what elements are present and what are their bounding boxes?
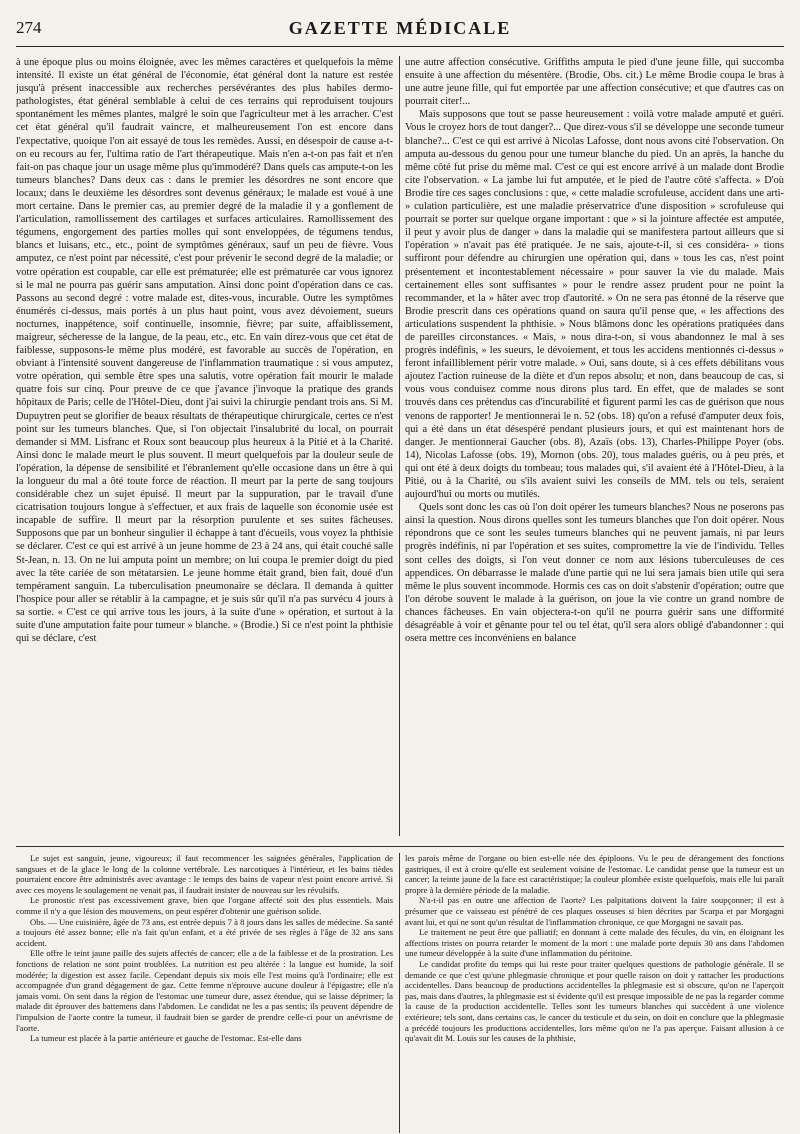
main-article: [16, 56, 784, 836]
paragraph: une autre affection consécutive. Griffiths amputa le pied d'une jeune fille, qui succomba ensuite à une affection du mésentère. (Brodie, Obs. cit.) Le même Brodie coupa le bras à une autre jeune fille, qui fut emportée par une affection consécutive; et que d'autres cas on pourrait citer!...: [405, 57, 784, 108]
paragraph: Le sujet est sanguin, jeune, vigoureux; il faut recommencer les saignées générales, l'application de sangsues et de la glace le long de la colonne vertébrale. Les narcotiques à l'intérieur, et les bains tièdes pourraient encore être administrés avec avantage : le temps des bains de vapeur n'est point encore arrivé. Si avec ces moyens le soulagement ne venait pas, il faudrait insister de nouveau sur les révulsifs.: [16, 853, 393, 895]
paragraph: Le traitement ne peut être que palliatif; en donnant à cette malade des fécules, du vin, en éloignant les affections tristes on pourra retarder le moment de la mort : une malade porte depuis 30 ans dans l'abdomen une tumeur développée à la suite d'une inflammation du péritoine.: [405, 927, 784, 959]
paragraph: N'a-t-il pas en outre une affection de l'aorte? Les palpitations doivent la faire soupçonner; il est à présumer que ce vaisseau est pénétré de ces plaques osseuses si bien décrites par Scarpa et par Morgagni avant lui, et qui ne sont qu'un résultat de l'inflammation chronique, ce que Morgagni ne savait pas.: [405, 895, 784, 927]
column-divider: [399, 853, 400, 1133]
paragraph: à une époque plus ou moins éloignée, avec les mêmes caractères et quelquefois la même intensité. Il existe un état général de l'économie, état général dont la nature est restée jusqu'à présent inaccessible aux recherches persévérantes des plus habiles dermo-pathologistes, état général semblable à celui de ces terrains qui reproduisent toujours spontanément les mêmes plantes, malgré le soin que l'agriculteur met à les arracher. C'est cet état général qu'il faudrait vaincre, et malheureusement l'on est encore dans l'expectative, quoique l'on ait essayé de tous les remèdes. Aussi, en désespoir de cause a-t-on eu recours au fer, l'ultima ratio de l'art thérapeutique. Mais n'en a-t-on pas fait et n'en fait-on pas chaque jour un usage même plus qu'immodéré? Dans quels cas ampute-t-on les tumeurs blanches? Dans deux cas : dans le premier les désordres ne sont encore que locaux; dans le deuxième les désordres sont devenus généraux; le malade est voué à une mort certaine. Dans le premier cas, au premier degré de la maladie il y a gonflement de l'articulation, ramollissement des cartilages et surfaces articulaires. Ramollissement des tégumens, engorgement des parties molles qui sont enveloppées, de tégumens tendus, blancs et luisans, etc., etc., point de symptômes généraux, sauf un peu de fièvre. Vous amputez, ce n'est point par nécessité, c'est pour prévenir le second degré de la maladie; or votre opération est coupable, car elle est prématurée; elle est prématurée car vous ignorez si le mal ne pourra pas guérir sans amputation. Ainsi donc point d'opération dans ce cas. Passons au second degré : votre malade est, dites-vous, incurable. Outre les symptômes énumérés ci-dessus, mais portés à un plus haut point, vous avez dévoiement, sueurs nocturnes, inappétence, soif continuelle, insomnie, fièvre; par suite, affaiblissement, maigreur, sécheresse de la langue, de la peau, etc., etc. En vain direz-vous que cet état de faiblesse, supposons-le même plus modéré, est favorable au succès de l'opération, en obviant à l'intensité souvent dangereuse de l'inflammation traumatique : si vous amputez, votre opération, qui semble être spes una salutis, votre opération fait mourir le malade quatre fois sur cinq. Pour preuve de ce que j'avance j'invoque la pratique des grands hôpitaux de Paris; celle de l'Hôtel-Dieu, dont j'ai suivi la chirurgie pendant trois ans. Si M. Dupuytren peut se glorifier de beaux résultats de thérapeutique chirurgicale, certes ce n'est point sur les tumeurs blanches. Que, si l'on objectait l'insalubrité du local, on pourrait demander si MM. Lisfranc et Roux sont beaucoup plus heureux à la Pitié et à la Charité. Ainsi donc le malade meurt le plus souvent. Il meurt quelquefois par la douleur seule de l'opération, la dépense de sensibilité et l'ébranlement qu'elle occasione dans un être à qui la longueur du mal a ôté toute force de réaction. Il meurt par la perte de sang toujours considérable chez un sujet épuisé. Il meurt par la suppuration, par le travail d'une cicatrisation toujours longue à s'effectuer, et aux frais de laquelle son économie usée est incapable de suffire. Il meurt par la résorption purulente et ses suites fâcheuses. Supposons que par un bonheur singulier il échappe à tant d'écueils, vous voyez la phthisie se déclarer. C'est ce qui est arrivé à un jeune homme de 23 à 24 ans, qui était couché salle St-Jean, n. 13. On ne lui amputa point un membre; on lui coupa le premier doigt du pied avec la tête cariée de son métatarsien. Le jeune homme était grand, bien fait, doué d'un tempérament sanguin. La tuberculisation pneumonaire se déclara. Il demanda à quitter l'hospice pour aller se rétablir à la campagne, et je suis sûr qu'il n'a pas survécu 4 jours à sa sortie. « C'est ce qui arrive tous les jours, à la suite d'une » opération, et surtout à la suite d'une amputation faite pour tumeur » blanche. » (Brodie.) Si ce n'est point la phthisie qui se déclare, c'est: [16, 57, 393, 645]
lower-section: [16, 846, 784, 1133]
paragraph: La tumeur est placée à la partie antérieure et gauche de l'estomac. Est-elle dans: [30, 1033, 302, 1044]
paragraph: Obs. — Une cuisinière, âgée de 73 ans, est entrée depuis 7 à 8 jours dans les salles de médecine. Sa santé a toujours été assez bonne; elle n'a fait qu'un enfant, et a été privée de ses règles à l'âge de 32 ans sans accident.: [16, 916, 393, 948]
paragraph: Le candidat profite du temps qui lui reste pour traiter quelques questions de pathologie générale. Il se demande ce que c'est qu'une phlegmasie chronique et pour quelle raison on doit y rattacher les productions accidentelles. Dans beaucoup de productions accidentelles la phlegmasie est si obscure, qu'on ne l'aperçoit pas, mais dans d'autres, la phlegmasie est si évidente qu'il est presque impossible de ne pas la regarder comme la cause de la production accidentelle. Telles sont les tumeurs blanches qui succèdent à une violence extérieure; tels sont, dans certains cas, le cancer du testicule et du sein, on doit en conclure que la phlegmasie a précédé toujours les productions accidentelles, lors même qu'on ne l'a pas aperçue. Faisant allusion à ce qu'avait dit M. Louis sur les causes de la phthisie,: [405, 958, 784, 1044]
page-header: [16, 18, 784, 47]
main-article-left-column: [16, 56, 393, 836]
column-divider: [399, 56, 400, 836]
paragraph: Le pronostic n'est pas excessivement grave, bien que l'organe affecté soit des plus essentiels. Mais comme il n'y a que lésion des mouvemens, on peut espérer d'obtenir une guérison solide.: [16, 895, 393, 916]
paragraph: Mais supposons que tout se passe heureusement : voilà votre malade amputé et guéri. Vous le croyez hors de tout danger?... Que direz-vous s'il se développe une seconde tumeur blanche?... C'est ce qui est arrivé à Nicolas Lafosse, dont nous avons cité l'observation. On amputa au-dessous du genou pour une tumeur blanche du pied. Un an après, la hanche du même côté fut prise du même mal. C'est ce qui est encore arrivé à un malade dont Brodie cite l'observation. « La jambe lui fut amputée, et le pied de l'autre côté s'affecta. » D'où Brodie tire ces sages conclusions : que, « cette maladie scrofuleuse, accident dans une arti- » culation particulière, est une maladie préservatrice d'une disposition » scrofuleuse qui pourrait se porter sur quelque organe important : que » si la jointure affectée est amputée, il peut y avoir plus de danger » dans la maladie qui se manifestera partout ailleurs que si l'opération » n'avait pas été pratiquée. Je ne sais, ajoute-t-il, si ces considéra- » tions suffiront pour défendre au chirurgien une opération qui, dans » tous les cas, n'est point présentement et incontestablement nécessaire » pour sauver la vie du malade. Mais certainement elles sont suffisantes » pour le rendre assez prudent pour ne point la recommander, et la » hâter avec trop d'autorité. » On ne sera pas étonné de la réserve que Brodie prescrit dans ces opérations quand on saura qu'il pense que, « les affections des articulations suspendent la phthisie. » Nous blâmons donc les opérations pratiquées dans de pareilles circonstances. « Mais, » nous dira-t-on, si vous abandonnez le mal à ses progrès indéfinis, » les sueurs, le dévoiement, et tous les accidens mentionnés ci-dessus » feront infailliblement périr votre malade. » Oui, sans doute, si à ces effets débilitans vous ajoutez l'action ruineuse de la diète et d'un repos absolu; et non, dans beaucoup de cas, si vous vous conduisez comme nous dirons plus tard. En effet, que de malades se sont trouvés dans ces prétendus cas d'incurabilité et figurent parmi les cas de guérison que nous venons de rapporter! Je mentionnerai le n. 52 (obs. 18) qu'on a refusé d'amputer deux fois, qui a été dans un état désespéré pendant plusieurs jours, et qui est maintenant hors de danger. Je mentionnerai Gaucher (obs. 8), Azaïs (obs. 13), Charles-Philippe Poyer (obs. 14), Nicolas Lafosse (obs. 19), Mornon (obs. 20), tous malades guéris, ou à peu près, et qui ont été à deux doigts du tombeau; tous malades qui, s'il avaient été à l'Hôtel-Dieu, à la Pitié, ou à la Charité, ou s'ils avaient suivi les conseils de MM. tels ou tels, seraient aujourd'hui ou morts ou mutilés.: [405, 109, 784, 501]
lower-left-column: [16, 853, 393, 1133]
main-article-right-column: [405, 56, 784, 836]
paragraph: Elle offre le teint jaune paille des sujets affectés de cancer; elle a de la faiblesse et de la prostration. Les fonctions de relation ne sont point troublées. La nutrition est peu altérée : la langue est humide, la soif modérée; la digestion est assez facile. Cependant depuis six mois elle l'est moins qu'à l'ordinaire; elle est accompagnée d'un grand dégagement de gaz. Cette femme n'éprouve aucune douleur à l'épigastre; elle n'a jamais vomi. On sent dans la région de l'estomac une tumeur dure, assez étendue, qui se laisse déprimer; la malade dit éprouver des battemens dans l'abdomen. Le candidat ne les a pas sentis; ils peuvent dépendre de l'impulsion de l'aorte contre la tumeur, il faudrait bien se garder de prendre celle-ci pour un anévrisme de l'aorte.: [16, 948, 393, 1033]
paragraph: les parois même de l'organe ou bien est-elle née des épiploons. Vu le peu de dérangement des fonctions gastriques, il est à croire qu'elle est seulement voisine de l'estomac. Le candidat pense que la tumeur est un cancer; la teinte jaune de la face est caractéristique; la couleur plombée existe quelquefois, mais elle lui paraît propre à la dernière période de la maladie.: [405, 853, 784, 895]
journal-title: GAZETTE MÉDICALE: [288, 18, 512, 38]
lower-right-column: [405, 853, 784, 1133]
paragraph: Quels sont donc les cas où l'on doit opérer les tumeurs blanches? Nous ne poserons pas ainsi la question. Nous dirons quelles sont les tumeurs blanches que l'on doit opérer. Nous répondrons que ce sont les seules tumeurs blanches qui ne peuvent jamais, ni par leurs progrès indéfinis, ni par l'opération et ses suites, compromettre la vie de l'individu. Telles sont celles des doigts, si l'on veut donner ce nom aux lésions tuberculeuses de ces appendices. On débarrasse le malade d'une partie qui ne lui sera jamais bien utile qui sera même le plus souvent incommode. Hormis ces cas on doit s'abstenir d'opération; outre que l'on dérobe souvent le malade à la guérison, on joue la vie contre un grand nombre de chances fâcheuses. En vain objectera-t-on qu'il ne pourra guérir sans une difformité désagréable à voir et gênante pour tel ou tel état, qu'il sera alors obligé d'abandonner : qui osera mettre ces inconvéniens en balance: [405, 502, 784, 645]
page-number: 274: [16, 18, 42, 37]
